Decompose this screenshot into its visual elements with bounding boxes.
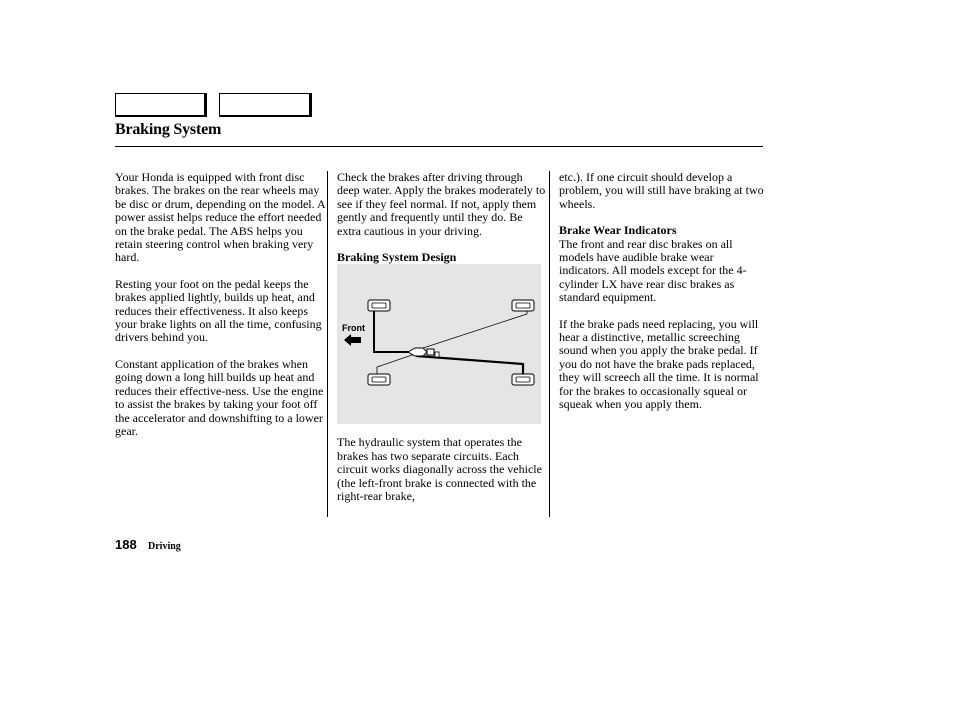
master-cylinder-icon — [408, 348, 439, 357]
brake-circuit-svg — [337, 264, 541, 424]
col3-paragraph-1: etc.). If one circuit should develop a problem, you will still have braking at two wheels. — [559, 170, 764, 211]
nav-tab-box-2[interactable] — [219, 93, 312, 117]
title-divider — [115, 146, 763, 147]
col1-paragraph-2: Resting your foot on the pedal keeps the brakes applied lightly, builds up heat, and reduces their effectiveness. It also keeps your brake lights on all the time, confusing drivers behind you. — [115, 276, 322, 345]
front-right-brake-icon — [512, 300, 534, 311]
front-left-brake-icon — [368, 300, 390, 311]
brake-lines — [374, 311, 527, 374]
rear-right-brake-icon — [512, 374, 534, 385]
col3-paragraph-3: If the brake pads need replacing, you will hear a distinctive, metallic screeching sound when you apply the brake pedal. If you do not have the brake pads replaced, they will screech all the time. It is normal for the brakes to occasionally squeal or squeak when you apply them. — [559, 316, 759, 412]
col2-paragraph-1: Check the brakes after driving through deep water. Apply the brakes moderately to see if they feel normal. If not, apply them gently and frequently until they do. Be extra cautious in your driving. — [337, 170, 546, 238]
column-divider-2 — [549, 171, 550, 517]
col2-paragraph-2: The hydraulic system that operates the brakes has two separate circuits. Each circuit works diagonally across the vehicle (the left-front brake is connected with the right-rear brake, — [337, 435, 542, 504]
front-label: Front — [342, 323, 365, 334]
col1-paragraph-3: Constant application of the brakes when going down a long hill builds up heat and reduces their effective-ness. Use the engine to assist the brakes by taking your foot off the accelerator and downshifting to a lower gear. — [115, 356, 324, 438]
col3-paragraph-2: The front and rear disc brakes on all models have audible brake wear indicators. All models except for the 4-cylinder LX have rear disc brakes as standard equipment. — [559, 236, 747, 305]
page-number: 188 — [115, 537, 137, 552]
column-1 — [115, 171, 325, 451]
braking-system-design-heading: Braking System Design — [337, 250, 457, 265]
page-title: Braking System — [115, 121, 222, 138]
col1-paragraph-1: Your Honda is equipped with front disc brakes. The brakes on the rear wheels may be disc or drum, depending on the model. A power assist helps reduce the effort needed on the brake pedal. The ABS helps you retain steering control when braking very hard. — [115, 170, 325, 265]
brake-wear-indicators-heading: Brake Wear Indicators — [559, 223, 677, 238]
column-2 — [337, 171, 547, 516]
nav-tab-box-1[interactable] — [115, 93, 207, 117]
rear-left-brake-icon — [368, 374, 390, 385]
section-label: Driving — [148, 541, 181, 552]
column-divider-1 — [327, 171, 328, 517]
brake-circuit-diagram — [337, 264, 541, 424]
column-3 — [559, 171, 764, 425]
front-arrow-icon — [344, 334, 361, 346]
